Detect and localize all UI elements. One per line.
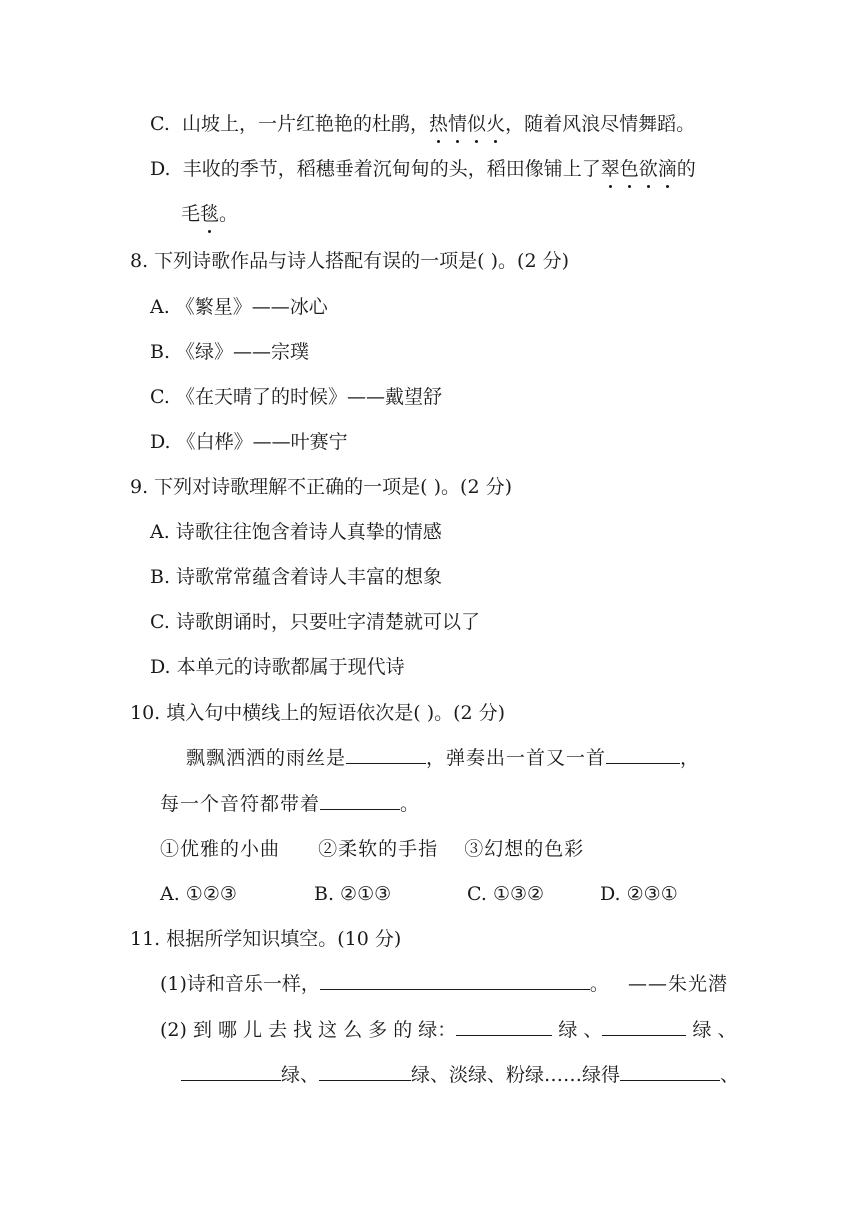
dotted-char: 火	[486, 113, 506, 135]
q8-option-c: C. 《在天晴了的时候》——戴望舒	[150, 386, 442, 408]
q10-phrases	[160, 836, 584, 862]
sentence-text: 。	[400, 793, 421, 815]
q9-option-c: C. 诗歌朗诵时，只要吐字清楚就可以了	[150, 611, 480, 633]
q9-option-d: D. 本单元的诗歌都属于现代诗	[150, 656, 405, 678]
fill-blank[interactable]	[346, 745, 426, 764]
option-text: 山坡上，一片红艳艳的杜鹃，	[182, 113, 430, 135]
q10-sentence-line2	[160, 791, 420, 817]
part-text: 绿 、	[552, 1019, 603, 1041]
part-text: 绿、淡绿、粉绿……绿得	[411, 1064, 621, 1086]
option-label: D.	[150, 158, 171, 180]
sentence-text: 每一个音符都带着	[160, 793, 321, 815]
part-text: 绿、	[281, 1064, 320, 1086]
dotted-char: 情	[448, 113, 468, 135]
dotted-char: 欲	[638, 158, 658, 180]
phrase-1: ①优雅的小曲	[160, 838, 281, 860]
fill-blank[interactable]	[320, 971, 590, 990]
dotted-char: 热	[429, 113, 449, 135]
fill-blank[interactable]	[606, 745, 680, 764]
dotted-text: 毛毯。	[181, 203, 239, 225]
phrase-2: ②柔软的手指	[318, 838, 439, 860]
part-text: 、	[720, 1064, 740, 1086]
q9-option-a: A. 诗歌往往饱含着诗人真挚的情感	[150, 521, 442, 543]
q8-option-a: A. 《繁星》——冰心	[150, 296, 328, 318]
q8-option-d: D. 《白桦》——叶赛宁	[150, 431, 348, 453]
part-text: 绿 、	[686, 1019, 737, 1041]
q7-option-d-continued	[181, 201, 238, 227]
q11-part1-author: ——朱光潜	[628, 973, 729, 995]
q11-stem: 11. 根据所学知识填空。(10 分)	[130, 928, 402, 950]
q10-stem: 10. 填入句中横线上的短语依次是( )。(2 分)	[130, 702, 506, 724]
fill-blank[interactable]	[456, 1017, 552, 1036]
sentence-text: ，弹奏出一首又一首	[426, 747, 607, 769]
q10-option-d: D. ②③①	[600, 883, 678, 905]
option-label: C.	[150, 113, 170, 135]
phrase-3: ③幻想的色彩	[464, 838, 585, 860]
fill-blank[interactable]	[319, 1062, 411, 1081]
part-text: (2) 到 哪 儿 去 找 这 么 多 的 绿：	[160, 1019, 457, 1041]
q10-option-a: A. ①②③	[160, 883, 237, 905]
q7-option-d	[150, 156, 696, 182]
q8-stem: 8. 下列诗歌作品与诗人搭配有误的一项是( )。(2 分)	[130, 250, 569, 272]
q7-option-c	[150, 111, 695, 137]
q10-option-b: B. ②①③	[314, 883, 392, 905]
fill-blank[interactable]	[320, 791, 400, 810]
fill-blank[interactable]	[602, 1017, 686, 1036]
sentence-text: ，	[680, 747, 701, 769]
q8-option-b: B. 《绿》——宗璞	[150, 341, 310, 363]
dotted-char: 翠	[600, 158, 620, 180]
part-text: (1)诗和音乐一样，	[160, 973, 320, 995]
sentence-text: 飘飘洒洒的雨丝是	[186, 747, 347, 769]
option-text: ，随着风浪尽情舞蹈。	[505, 113, 696, 135]
q10-sentence-line1	[186, 745, 700, 771]
part-text: 。	[589, 973, 609, 995]
q11-part1	[160, 971, 609, 997]
option-text: 丰收的季节，稻穗垂着沉甸甸的头，稻田像铺上了	[182, 158, 601, 180]
q11-part2-line2	[181, 1062, 739, 1088]
q11-part2-line1	[160, 1017, 737, 1043]
dotted-char: 色	[619, 158, 639, 180]
dotted-char: 似	[467, 113, 487, 135]
q10-option-c: C. ①③②	[467, 883, 545, 905]
q9-option-b: B. 诗歌常常蕴含着诗人丰富的想象	[150, 566, 443, 588]
fill-blank[interactable]	[620, 1062, 720, 1081]
dotted-char: 滴	[657, 158, 677, 180]
fill-blank[interactable]	[181, 1062, 281, 1081]
option-text: 的	[676, 158, 696, 180]
q9-stem: 9. 下列对诗歌理解不正确的一项是( )。(2 分)	[130, 476, 512, 498]
